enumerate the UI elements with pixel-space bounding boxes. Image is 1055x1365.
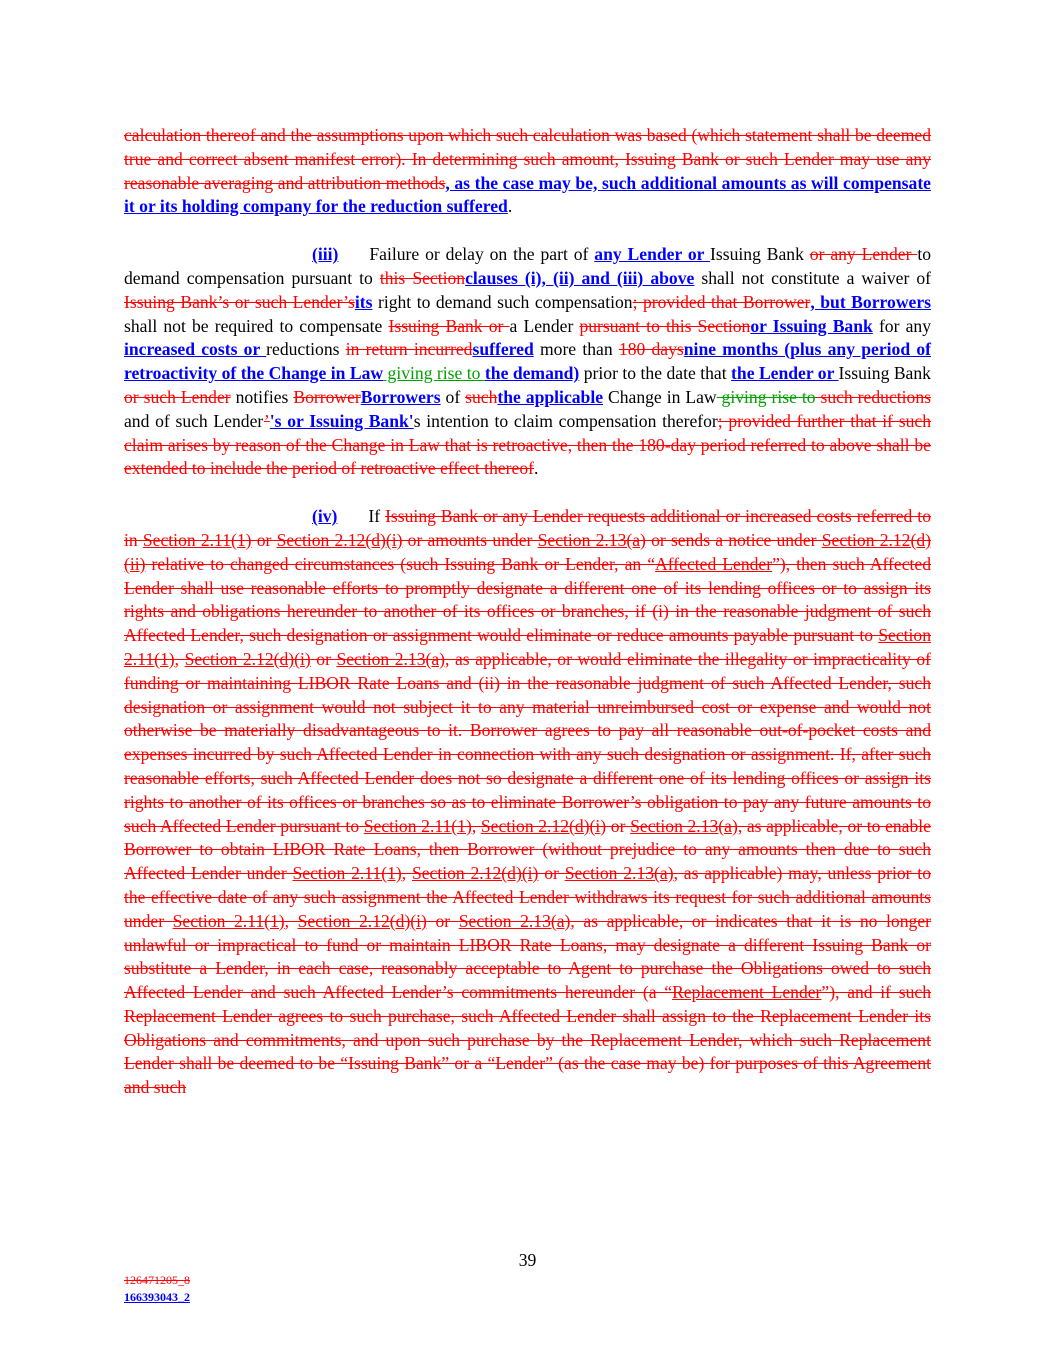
deleted-reference: Section 2.11(1) [292, 863, 402, 884]
text: Failure or delay on the part of [369, 244, 595, 265]
inserted-text: or Issuing Bank [750, 315, 873, 336]
moved-text: giving rise to [383, 363, 485, 384]
text: shall not constitute a waiver of [694, 267, 931, 288]
text: to demand compensation pursuant to [124, 244, 932, 288]
deleted-reference: Section 2.12(d)(i) [480, 815, 607, 836]
text: notifies [230, 386, 294, 407]
deleted-text: or any Lender [809, 244, 918, 265]
page-number: 39 [518, 1250, 537, 1270]
deleted-reference: Section 2.13(a) [336, 648, 446, 669]
text: a Lender [509, 315, 580, 336]
paragraph-continued [124, 124, 931, 219]
deleted-text: or [606, 815, 631, 836]
text: . [534, 458, 539, 479]
paragraph-iv [124, 505, 931, 1100]
deleted-text: in return incurred [345, 339, 473, 360]
inserted-text: 's or Issuing Bank' [269, 410, 414, 431]
inserted-text: clauses (i), (ii) and (iii) above [465, 267, 695, 288]
inserted-text: the demand) [484, 363, 580, 384]
deleted-reference: Section 2.11(1) [124, 625, 931, 669]
deleted-text: , [401, 863, 412, 884]
deleted-text: that Borrower [705, 291, 811, 312]
inserted-text: suffered [472, 339, 534, 360]
text: Issuing Bank [838, 363, 931, 384]
deleted-reference: Section 2.12(d)(i) [276, 529, 403, 550]
inserted-text: the applicable [497, 386, 604, 407]
deleted-reference: Affected Lender [655, 553, 773, 574]
paragraph-iii [124, 243, 931, 481]
deleted-text: such reductions [815, 386, 931, 407]
deleted-reference: Section 2.12(d)(ii) [124, 529, 931, 574]
deleted-text: or [251, 529, 277, 550]
inserted-text: , but Borrowers [810, 291, 931, 312]
document-id-new: 166393043_2 [124, 1290, 190, 1304]
text: more than [533, 339, 619, 360]
deleted-reference: Section 2.11(1) [172, 910, 285, 931]
deleted-text: , [174, 648, 185, 669]
deleted-text: or sends a notice under [645, 529, 822, 550]
deleted-text: , as applicable, or indicates that it is no longer unlawful or impractical to fund or maintain LIBOR Rate Loans, may designate a different Issuing Bank or substitute a Lender, in each case, reasonably acceptable to Agent to purchase the Obligations owed to such Affected Lender and such Affected Lender’s commitments hereunder (a “ [124, 910, 931, 1003]
deleted-reference: Section 2.13(a) [630, 815, 738, 836]
deleted-text: Issuing Bank or [388, 315, 510, 336]
inserted-text: Borrowers [360, 386, 441, 407]
deleted-reference: Section 2.11(1) [363, 815, 472, 836]
deleted-reference: Section 2.12(d)(i) [184, 648, 311, 669]
text: right to demand such compensation [372, 291, 633, 312]
deleted-text: this Section [379, 267, 466, 288]
deleted-reference: Replacement Lender [672, 982, 822, 1003]
deleted-text: such [465, 386, 498, 407]
deleted-text: pursuant to this Section [579, 315, 751, 336]
text: of [440, 386, 466, 407]
deleted-text: or [426, 910, 459, 931]
text: prior to the date that [579, 363, 732, 384]
text: reductions [266, 339, 346, 360]
document-id-old: 126471205_8 [124, 1273, 190, 1287]
deleted-text: or amounts under [402, 529, 538, 550]
deleted-text: , as applicable, or to enable Borrower to obtain LIBOR Rate Loans, then Borrower (without prejudice to any amounts then due to such Affected Lender under [124, 815, 931, 884]
text: s intention to claim compensation therefor [413, 410, 718, 431]
deleted-reference: Section 2.12(d)(i) [411, 863, 539, 884]
text: If [368, 506, 386, 527]
inserted-text: nine months (plus any period of retroactivity of the Change in Law [124, 339, 931, 384]
deleted-text: Issuing Bank or any Lender requests additional or increased costs referred to in [124, 506, 931, 550]
deleted-text: ”), then such Affected Lender shall use reasonable efforts to promptly designate a different one of its lending offices or to assign its rights and obligations hereunder to another of its offices or branches, if (i) in the reasonable judgment of such Affected Lender, such designation or assignment would eliminate or reduce amounts payable pursuant to [124, 553, 931, 646]
deleted-text: , as applicable, or would eliminate the illegality or impracticality of funding or maintaining LIBOR Rate Loans and (ii) in the reasonable judgment of such Affected Lender, such designation or assignment would not subject it to any material unreimbursed cost or expense and would not otherwise be materially disadvantageous to it. Borrower agrees to pay all reasonable out-of-pocket costs and expenses incurred by such Affected Lender in connection with any such designation or assignment. If, after such reasonable efforts, such Affected Lender does not so designate a different one of its lending offices or assign its rights to another of its offices or branches so as to eliminate Borrower’s obligation to pay any future amounts to such Affected Lender pursuant to [124, 648, 931, 836]
clause-number-iii: (iii) [312, 244, 339, 265]
deleted-reference: Section 2.13(a) [537, 529, 646, 550]
deleted-text: ; provided [632, 291, 706, 312]
document-body [124, 124, 931, 1124]
text: for any [872, 315, 932, 336]
deleted-text: 180 days [618, 339, 684, 360]
inserted-text: any Lender or [594, 244, 711, 265]
moved-from-text: giving rise to [716, 386, 816, 407]
deleted-text: , as applicable) may, unless prior to the effective date of any such assignment the Affected Lender withdraws its request for such additional amounts under [124, 863, 931, 931]
deleted-text: relative to changed circumstances (such Issuing Bank or Lender, an “ [145, 553, 656, 574]
deleted-text: , [471, 815, 481, 836]
text: . [507, 196, 513, 217]
deleted-text: or [310, 648, 337, 669]
deleted-text: , [284, 910, 298, 931]
deleted-reference: Section 2.13(a) [458, 910, 571, 931]
inserted-text: its [354, 291, 373, 312]
deleted-text: Issuing Bank’s or such Lender’s [124, 291, 355, 312]
deleted-text: or such Lender [124, 386, 231, 407]
inserted-text: increased costs or [124, 339, 267, 360]
deleted-text: ”), and if such Replacement Lender agrees to such purchase, such Affected Lender shall assign to the Replacement Lender its Obligations and commitments, and upon such purchase by the Replacement Lender, which such Replacement Lender shall be deemed to be “Issuing Bank” or a “Lender” (as the case may be) for purposes of this Agreement and such [124, 982, 931, 1098]
deleted-reference: Section 2.11(1) [142, 529, 252, 550]
deleted-reference: Section 2.12(d)(i) [297, 910, 427, 931]
deleted-text: ’ [263, 410, 270, 431]
deleted-text: calculation thereof and the assumptions upon which such calculation was based (which statement shall be deemed true and correct absent manifest error). In determining such amount, Issuing Bank or such Lender may use any reasonable averaging and attribution methods [124, 125, 931, 193]
deleted-reference: Section 2.13(a) [564, 863, 674, 884]
text: Issuing Bank [710, 244, 810, 265]
deleted-text: Borrower [293, 386, 361, 407]
text: Change in Law [603, 386, 717, 407]
text: and of such Lender [124, 410, 264, 431]
clause-number-iv: (iv) [312, 506, 338, 527]
inserted-text: the Lender or [731, 363, 839, 384]
inserted-text: , as the case may be, such additional amounts as will compensate it or its holding company for the reduction suffered [124, 172, 931, 217]
deleted-text: or [538, 863, 565, 884]
text: shall not be required to compensate [124, 315, 389, 336]
deleted-text: ; provided further that if such claim arises by reason of the Change in Law that is retroactive, then the 180-day period referred to above shall be extended to include the period of retroactive effect thereof [124, 410, 931, 479]
